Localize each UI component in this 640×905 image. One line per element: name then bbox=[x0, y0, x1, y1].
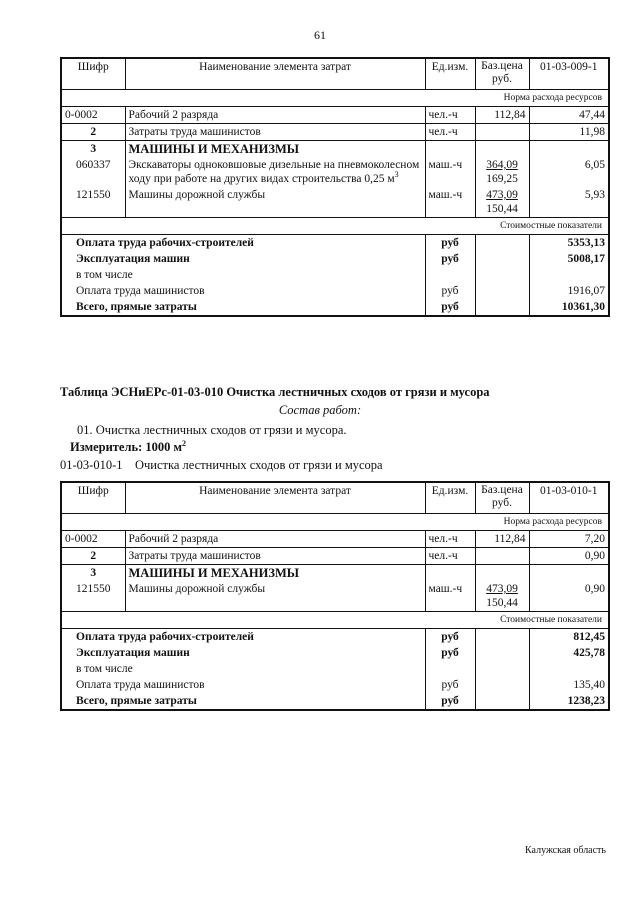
cost-value: 135,40 bbox=[529, 677, 609, 693]
cost-unit: руб bbox=[425, 645, 475, 661]
row-value: 5,93 bbox=[529, 187, 609, 218]
cost-value: 425,78 bbox=[529, 645, 609, 661]
row-value: 6,05 bbox=[529, 157, 609, 187]
cost-row bbox=[61, 251, 609, 267]
cost-label: Всего, прямые затраты bbox=[61, 299, 425, 316]
price-bottom: 150,44 bbox=[486, 597, 518, 609]
row-code: 2 bbox=[61, 548, 125, 565]
estimate-table-2 bbox=[60, 481, 610, 711]
row-value: 0,90 bbox=[529, 581, 609, 612]
cost-label: в том числе bbox=[61, 661, 425, 677]
price-bottom: 169,25 bbox=[486, 173, 518, 185]
row-price bbox=[475, 548, 529, 565]
row-name: Рабочий 2 разряда bbox=[125, 531, 425, 548]
cost-row bbox=[61, 629, 609, 646]
col-header-name: Наименование элемента затрат bbox=[125, 58, 425, 90]
cost-row bbox=[61, 693, 609, 710]
section-cost-label: Стоимостные показатели bbox=[61, 612, 609, 629]
cost-unit: руб bbox=[425, 299, 475, 316]
price-bottom: 150,44 bbox=[486, 203, 518, 215]
group-code: 3 bbox=[61, 565, 125, 582]
col-header-unit: Ед.изм. bbox=[425, 58, 475, 90]
price-header-line2: руб. bbox=[492, 73, 512, 85]
row-price: 112,84 bbox=[475, 531, 529, 548]
col-header-norm-code: 01-03-010-1 bbox=[529, 482, 609, 514]
table-row bbox=[61, 187, 609, 218]
col-header-price bbox=[475, 58, 529, 90]
row-unit: чел.-ч bbox=[425, 107, 475, 124]
cost-label: Оплата труда машинистов bbox=[61, 283, 425, 299]
group-name: МАШИНЫ И МЕХАНИЗМЫ bbox=[125, 565, 425, 582]
cost-label: Оплата труда рабочих-строителей bbox=[61, 629, 425, 646]
row-code: 0-0002 bbox=[61, 107, 125, 124]
cost-row bbox=[61, 267, 609, 283]
cost-row bbox=[61, 235, 609, 252]
cost-label: Оплата труда машинистов bbox=[61, 677, 425, 693]
meter-label: Измеритель: 1000 $м^2$ bbox=[70, 438, 187, 454]
table-row bbox=[61, 531, 609, 548]
row-unit: чел.-ч bbox=[425, 531, 475, 548]
row-code: 121550 bbox=[61, 187, 125, 218]
row-unit: маш.-ч bbox=[425, 187, 475, 218]
row-code: 121550 bbox=[61, 581, 125, 612]
works-title: Состав работ: bbox=[278, 403, 362, 417]
row-name: Машины дорожной службы bbox=[125, 581, 425, 612]
row-price bbox=[475, 187, 529, 218]
cost-row bbox=[61, 299, 609, 316]
cost-value: 812,45 bbox=[529, 629, 609, 646]
cost-unit: руб bbox=[425, 693, 475, 710]
row-code: 0-0002 bbox=[61, 531, 125, 548]
cost-unit: руб bbox=[425, 677, 475, 693]
cost-label: Эксплуатация машин bbox=[61, 645, 425, 661]
row-name: Рабочий 2 разряда bbox=[125, 107, 425, 124]
row-code: 060337 bbox=[61, 157, 125, 187]
table-row bbox=[61, 581, 609, 612]
cost-row bbox=[61, 645, 609, 661]
row-unit: чел.-ч bbox=[425, 548, 475, 565]
row-unit: маш.-ч bbox=[425, 157, 475, 187]
section-norm-row bbox=[61, 90, 609, 107]
section-norm-row bbox=[61, 514, 609, 531]
cost-row bbox=[61, 661, 609, 677]
cost-value: 5353,13 bbox=[529, 235, 609, 252]
cost-value: 1916,07 bbox=[529, 283, 609, 299]
table-row bbox=[61, 107, 609, 124]
col-header-norm-code: 01-03-009-1 bbox=[529, 58, 609, 90]
row-name: Экскаваторы одноковшовые дизельные на пневмоколесном ходу при работе на других видах строительства 0,25 $м^3$ bbox=[125, 157, 425, 187]
page-number: 61 bbox=[314, 28, 326, 42]
row-value: 11,98 bbox=[529, 124, 609, 141]
table-heading: Таблица ЭСНиЕРс-01-03-010 Очистка лестничных сходов от грязи и мусора bbox=[60, 385, 490, 399]
table-row bbox=[61, 157, 609, 187]
row-name: Затраты труда машинистов bbox=[125, 548, 425, 565]
cost-unit: руб bbox=[425, 251, 475, 267]
table-header-row bbox=[61, 58, 609, 90]
footer-region: Калужская область bbox=[525, 845, 606, 856]
table-row bbox=[61, 124, 609, 141]
cost-value: 10361,30 bbox=[529, 299, 609, 316]
cost-row bbox=[61, 283, 609, 299]
table-row bbox=[61, 548, 609, 565]
group-name: МАШИНЫ И МЕХАНИЗМЫ bbox=[125, 141, 425, 158]
cost-label: Эксплуатация машин bbox=[61, 251, 425, 267]
row-name: Затраты труда машинистов bbox=[125, 124, 425, 141]
cost-unit: руб bbox=[425, 235, 475, 252]
col-header-code: Шифр bbox=[61, 58, 125, 90]
section-cost-row bbox=[61, 612, 609, 629]
cost-label: в том числе bbox=[61, 267, 425, 283]
cost-value: 1238,23 bbox=[529, 693, 609, 710]
group-row bbox=[61, 565, 609, 582]
section-cost-label: Стоимостные показатели bbox=[61, 218, 609, 235]
works-item: 01. Очистка лестничных сходов от грязи и мусора. bbox=[77, 423, 347, 437]
cost-unit: руб bbox=[425, 283, 475, 299]
group-row bbox=[61, 141, 609, 158]
section-norm-label: Норма расхода ресурсов bbox=[61, 514, 609, 531]
row-value: 7,20 bbox=[529, 531, 609, 548]
cost-label: Всего, прямые затраты bbox=[61, 693, 425, 710]
price-header-line1: Баз.цена bbox=[481, 484, 523, 496]
row-value: 0,90 bbox=[529, 548, 609, 565]
price-top: 473,09 bbox=[486, 189, 518, 201]
col-header-price bbox=[475, 482, 529, 514]
price-header-line2: руб. bbox=[492, 497, 512, 509]
row-price bbox=[475, 581, 529, 612]
norm-line: 01-03-010-1 Очистка лестничных сходов от грязи и мусора bbox=[60, 458, 383, 472]
col-header-name: Наименование элемента затрат bbox=[125, 482, 425, 514]
row-unit: чел.-ч bbox=[425, 124, 475, 141]
table-header-row bbox=[61, 482, 609, 514]
estimate-table-1 bbox=[60, 57, 610, 317]
row-unit: маш.-ч bbox=[425, 581, 475, 612]
row-price: 112,84 bbox=[475, 107, 529, 124]
row-price bbox=[475, 157, 529, 187]
cost-unit: руб bbox=[425, 629, 475, 646]
col-header-code: Шифр bbox=[61, 482, 125, 514]
section-cost-row bbox=[61, 218, 609, 235]
cost-label: Оплата труда рабочих-строителей bbox=[61, 235, 425, 252]
row-code: 2 bbox=[61, 124, 125, 141]
row-value: 47,44 bbox=[529, 107, 609, 124]
cost-value: 5008,17 bbox=[529, 251, 609, 267]
group-code: 3 bbox=[61, 141, 125, 158]
row-price bbox=[475, 124, 529, 141]
price-top: 364,09 bbox=[486, 159, 518, 171]
row-name: Машины дорожной службы bbox=[125, 187, 425, 218]
col-header-unit: Ед.изм. bbox=[425, 482, 475, 514]
price-top: 473,09 bbox=[486, 583, 518, 595]
price-header-line1: Баз.цена bbox=[481, 60, 523, 72]
section-norm-label: Норма расхода ресурсов bbox=[61, 90, 609, 107]
cost-row bbox=[61, 677, 609, 693]
